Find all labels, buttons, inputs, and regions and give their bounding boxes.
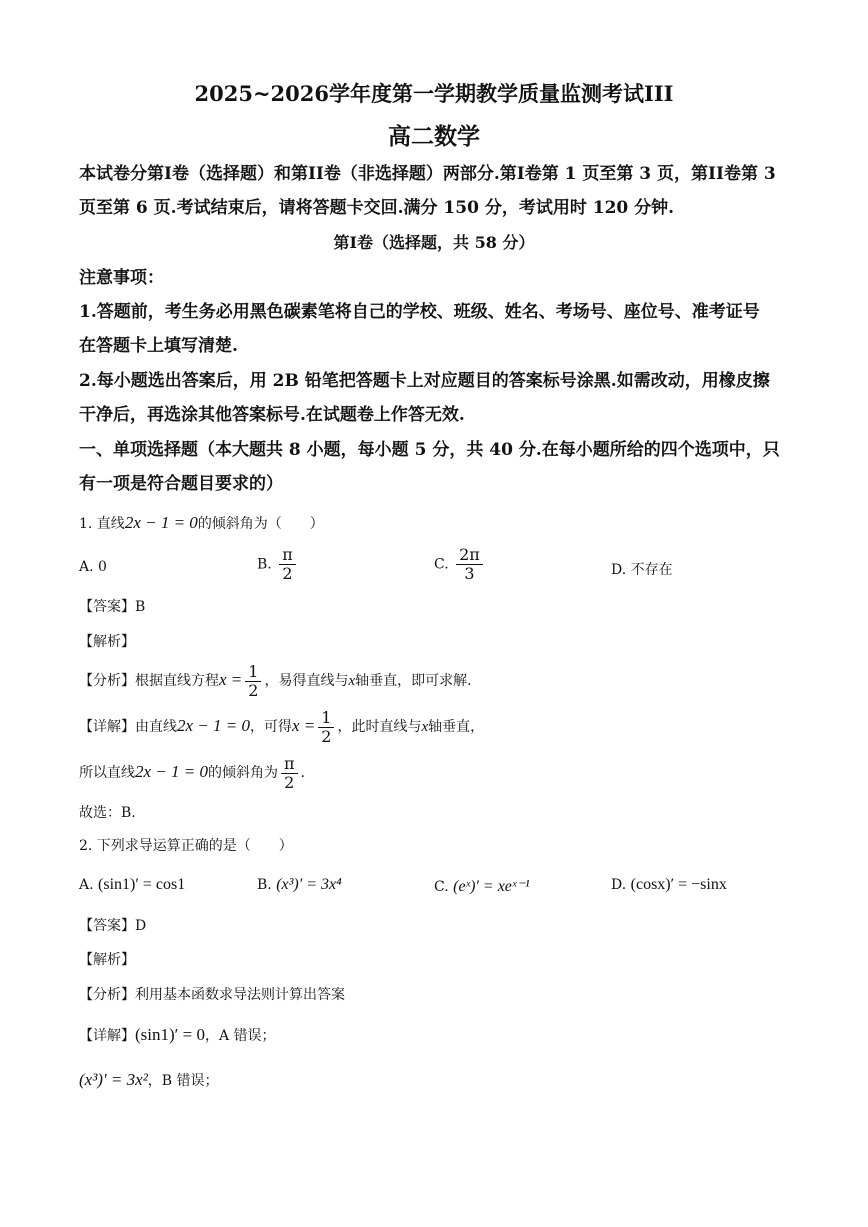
q2-answer: 【答案】D <box>79 918 147 934</box>
q1-analysis-heading: 【解析】 <box>79 634 135 650</box>
q1-fenxi <box>79 660 789 701</box>
q2-option-a-expr: (sin1)′ = cos1 <box>98 876 186 893</box>
section-heading-line-1: 一、单项选择题（本大题共 8 小题，每小题 5 分，共 40 分.在每小题所给的四个选项中，只 <box>79 440 780 460</box>
q1-xiangjie-x-eq: x = <box>292 716 316 735</box>
q1-xiangjie-suffix: 轴垂直， <box>428 719 485 735</box>
q1-xiangjie-equation: 2x − 1 = 0 <box>177 716 250 735</box>
q1-fenxi-x: x <box>348 673 356 689</box>
q1-option-b-fraction <box>279 546 296 583</box>
q2-option-c <box>434 876 530 896</box>
q1-option-c-label: C. <box>434 556 449 573</box>
q1-xiangjie-x: x <box>421 719 429 735</box>
q1-option-d: D. 不存在 <box>611 562 673 578</box>
q1-conclusion-mid: 的倾斜角为 <box>208 765 278 781</box>
notice-1-line-2: 在答题卡上填写清楚. <box>79 336 238 356</box>
frac-denominator: 2 <box>248 680 259 700</box>
q2-option-a-label: A. <box>79 877 94 893</box>
frac-denominator: 2 <box>321 726 332 746</box>
exam-title: 2025~2026学年度第一学期教学质量监测考试III <box>194 81 674 106</box>
notice-title: 注意事项： <box>79 268 164 288</box>
q2-fenxi: 【分析】利用基本函数求导法则计算出答案 <box>79 987 345 1003</box>
frac-numerator: 1 <box>318 709 334 728</box>
notice-2-line-2: 干净后，再选涂其他答案标号.在试题卷上作答无效. <box>79 405 465 425</box>
q1-option-c-fraction <box>456 546 483 583</box>
q2-xiangjie-b-suffix: ，B 错误； <box>147 1073 219 1089</box>
frac-numerator: 2π <box>456 546 483 565</box>
q1-conclusion <box>79 752 789 793</box>
q1-option-b <box>257 546 299 583</box>
q1-stem-equation: 2x − 1 = 0 <box>124 513 198 532</box>
q1-option-c <box>434 546 486 583</box>
q2-option-d-label: D. <box>611 877 627 893</box>
q1-xiangjie-mid2: ，此时直线与 <box>337 719 422 735</box>
q2-option-d <box>611 876 727 894</box>
q2-option-d-expr: (cosx)′ = −sinx <box>630 876 727 893</box>
q1-conclusion-fraction <box>281 755 298 792</box>
section-heading-line-2: 有一项是符合题目要求的） <box>79 474 283 494</box>
q1-xiangjie-prefix: 【详解】由直线 <box>79 719 177 735</box>
intro-line-2: 页至第 6 页.考试结束后，请将答题卡交回.满分 150 分，考试用时 120 分钟. <box>79 198 675 218</box>
q1-stem-suffix: 的倾斜角为（ ） <box>197 516 324 532</box>
q2-option-b-expr: (x³)′ = 3x⁴ <box>276 876 342 893</box>
q1-stem-prefix: 1. 直线 <box>79 516 125 532</box>
q2-xiangjie-expr: (sin1)′ = 0 <box>135 1025 205 1044</box>
q2-xiangjie-b-expr: (x³)′ = 3x² <box>79 1070 148 1089</box>
q2-option-b <box>257 876 342 894</box>
q1-fenxi-fraction <box>245 663 261 700</box>
q2-xiangjie-prefix: 【详解】 <box>79 1028 135 1044</box>
q2-option-a <box>79 876 185 894</box>
q1-xiangjie-fraction <box>318 709 334 746</box>
intro-line-1: 本试卷分第I卷（选择题）和第II卷（非选择题）两部分.第I卷第 1 页至第 3 页，第II卷第 3 <box>79 164 776 184</box>
q2-option-c-expr: (eˣ)′ = xeˣ⁻¹ <box>453 878 530 895</box>
frac-numerator: π <box>281 755 298 774</box>
q1-option-a: A. 0 <box>79 559 107 575</box>
frac-numerator: 1 <box>245 663 261 682</box>
q1-choose: 故选：B. <box>79 805 136 821</box>
q2-option-c-label: C. <box>434 879 449 895</box>
q1-option-b-label: B. <box>257 556 272 573</box>
q1-conclusion-equation: 2x − 1 = 0 <box>135 762 208 781</box>
frac-denominator: 3 <box>464 564 475 583</box>
frac-numerator: π <box>279 546 296 565</box>
q1-fenxi-equation: x = <box>219 670 243 689</box>
q2-xiangjie-suffix: ，A 错误； <box>204 1028 276 1044</box>
q1-stem <box>79 513 789 534</box>
q2-stem: 2. 下列求导运算正确的是（ ） <box>79 838 293 854</box>
notice-1-line-1: 1.答题前，考生务必用黑色碳素笔将自己的学校、班级、姓名、考场号、座位号、准考证号 <box>79 302 760 322</box>
q1-answer: 【答案】B <box>79 599 146 615</box>
q1-fenxi-mid: ，易得直线与 <box>264 673 349 689</box>
q1-xiangjie-mid: ，可得 <box>250 719 292 735</box>
frac-denominator: 2 <box>284 772 295 792</box>
notice-2-line-1: 2.每小题选出答案后，用 2B 铅笔把答题卡上对应题目的答案标号涂黑.如需改动，用橡皮擦 <box>79 371 770 391</box>
q2-option-b-label: B. <box>257 877 272 893</box>
q1-fenxi-prefix: 【分析】根据直线方程 <box>79 673 219 689</box>
part-heading: 第I卷（选择题，共 58 分） <box>333 233 535 252</box>
q1-conclusion-suffix: . <box>300 765 305 781</box>
q1-xiangjie <box>79 706 789 747</box>
q2-xiangjie-b <box>79 1067 789 1094</box>
frac-denominator: 2 <box>282 564 293 583</box>
q2-analysis-heading: 【解析】 <box>79 952 135 968</box>
q1-fenxi-suffix: 轴垂直，即可求解. <box>355 673 472 689</box>
q2-xiangjie <box>79 1022 789 1049</box>
q1-conclusion-prefix: 所以直线 <box>79 765 135 781</box>
exam-subject: 高二数学 <box>388 123 480 150</box>
